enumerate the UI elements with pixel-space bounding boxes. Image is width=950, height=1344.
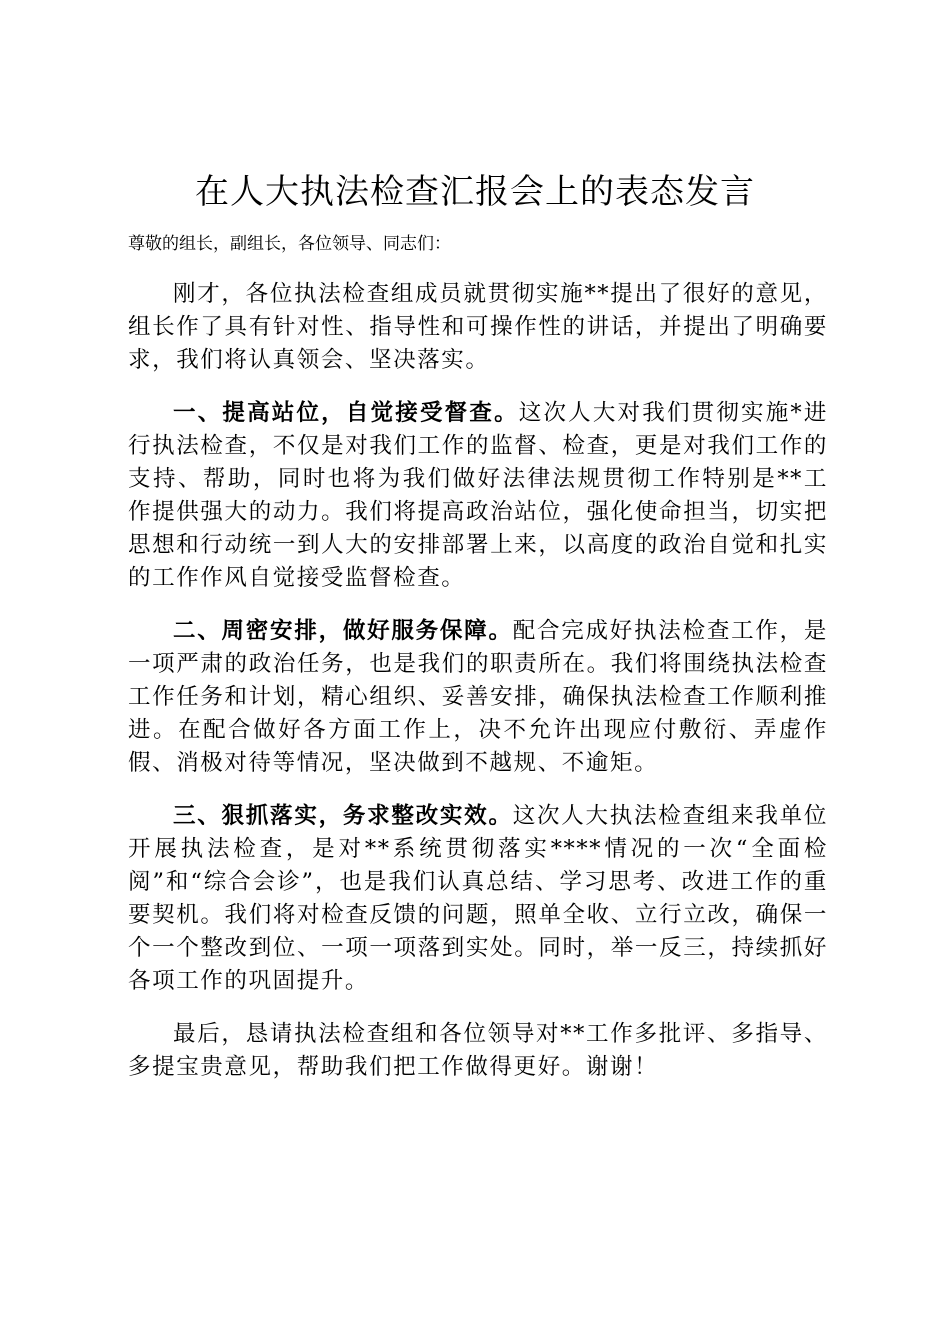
- paragraph-text: 这次人大对我们贯彻实施*进行执法检查，不仅是对我们工作的监督、检查，更是对我们工作的支持、帮助，同时也将为我们做好法律法规贯彻工作特别是**工作提供强大的动力。我们将提高政治站位，强化使命担当，切实把思想和行动统一到人大的安排部署上来，以高度的政治自觉和扎实的工作作风自觉接受监督检查。: [128, 400, 828, 591]
- paragraph-text: 这次人大执法检查组来我单位开展执法检查，是对**系统贯彻落实****情况的一次“全面检阅”和“综合会诊”，也是我们认真总结、学习思考、改进工作的重要契机。我们将对检查反馈的问题，照单全收、立行立改，确保一个一个整改到位、一项一项落到实处。同时，举一反三，持续抓好各项工作的巩固提升。: [128, 803, 828, 994]
- paragraph-section-2: [128, 615, 828, 780]
- paragraph-closing: [128, 1018, 828, 1084]
- section-heading: 二、周密安排，做好服务保障。: [173, 618, 513, 644]
- section-heading: 三、狠抓落实，务求整改实效。: [173, 803, 513, 829]
- paragraph-text: 刚才，各位执法检查组成员就贯彻实施**提出了很好的意见，组长作了具有针对性、指导性和可操作性的讲话，并提出了明确要求，我们将认真领会、坚决落实。: [128, 281, 828, 373]
- paragraph-intro: [128, 278, 828, 377]
- paragraph-section-3: [128, 800, 828, 998]
- document-title: 在人大执法检查汇报会上的表态发言: [195, 172, 755, 212]
- salutation: 尊敬的组长，副组长，各位领导、同志们：: [128, 234, 451, 254]
- paragraph-text: 最后，恳请执法检查组和各位领导对**工作多批评、多指导、多提宝贵意见，帮助我们把工作做得更好。谢谢！: [128, 1021, 828, 1080]
- paragraph-section-1: [128, 397, 828, 595]
- section-heading: 一、提高站位，自觉接受督查。: [173, 400, 519, 426]
- paragraph-text: 配合完成好执法检查工作，是一项严肃的政治任务，也是我们的职责所在。我们将围绕执法检查工作任务和计划，精心组织、妥善安排，确保执法检查工作顺利推进。在配合做好各方面工作上，决不允许出现应付敷衍、弄虚作假、消极对待等情况，坚决做到不越规、不逾矩。: [128, 618, 828, 776]
- document-body: [128, 278, 828, 1104]
